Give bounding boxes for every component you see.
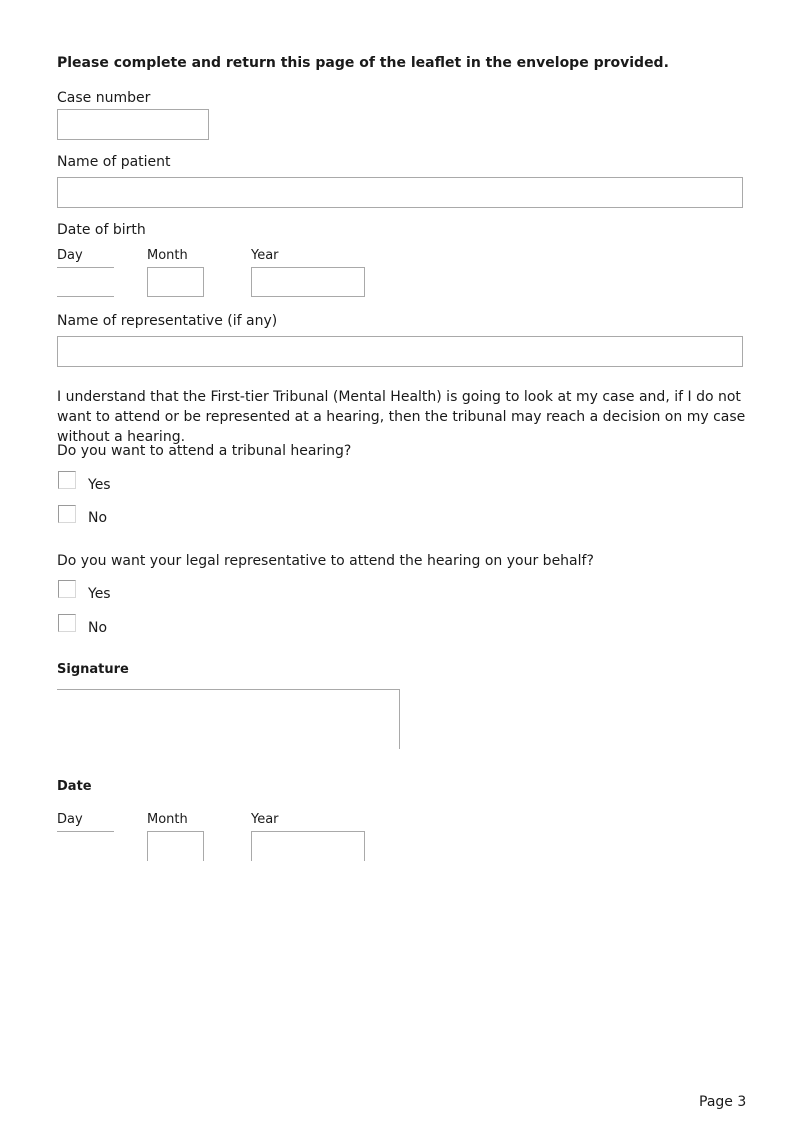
date-of-birth-label: Date of birth xyxy=(57,222,146,238)
representative-no-label: No xyxy=(88,620,108,636)
dob-day-label: Day xyxy=(57,248,83,263)
date-day-label: Day xyxy=(57,812,83,827)
representative-no-checkbox[interactable] xyxy=(58,614,76,632)
dob-month-field[interactable] xyxy=(147,267,204,297)
date-day-field[interactable] xyxy=(57,814,114,832)
date-label: Date xyxy=(57,779,92,794)
representative-yes-label: Yes xyxy=(88,586,111,602)
representative-name-label: Name of representative (if any) xyxy=(57,313,278,329)
case-number-field[interactable] xyxy=(57,109,209,140)
signature-label: Signature xyxy=(57,662,129,677)
dob-year-field[interactable] xyxy=(251,267,365,297)
signature-field[interactable] xyxy=(57,689,400,749)
attend-no-label: No xyxy=(88,510,108,526)
dob-year-label: Year xyxy=(251,248,279,263)
attend-yes-label: Yes xyxy=(88,477,111,493)
dob-month-label: Month xyxy=(147,248,188,263)
date-year-field[interactable] xyxy=(251,831,365,861)
representative-attend-question: Do you want your legal representative to attend the hearing on your behalf? xyxy=(57,553,594,569)
patient-name-field[interactable] xyxy=(57,177,743,208)
tribunal-statement: I understand that the First-tier Tribunal (Mental Health) is going to look at my case and, if I do not want to attend or be represented at a hearing, then the tribunal may reach a decision on my case without a hearing. xyxy=(57,389,746,445)
attend-no-checkbox[interactable] xyxy=(58,505,76,523)
attend-hearing-question: Do you want to attend a tribunal hearing? xyxy=(57,443,352,459)
attend-yes-checkbox[interactable] xyxy=(58,471,76,489)
representative-yes-checkbox[interactable] xyxy=(58,580,76,598)
representative-name-field[interactable] xyxy=(57,336,743,367)
dob-day-field[interactable] xyxy=(57,296,114,297)
date-month-field[interactable] xyxy=(147,831,204,861)
patient-name-label: Name of patient xyxy=(57,154,171,170)
dob-day-label-rule xyxy=(57,250,114,268)
form-instruction: Please complete and return this page of the leaflet in the envelope provided. xyxy=(57,55,669,71)
date-year-label: Year xyxy=(251,812,279,827)
date-month-label: Month xyxy=(147,812,188,827)
case-number-label: Case number xyxy=(57,90,151,106)
page-number: Page 3 xyxy=(699,1094,747,1110)
